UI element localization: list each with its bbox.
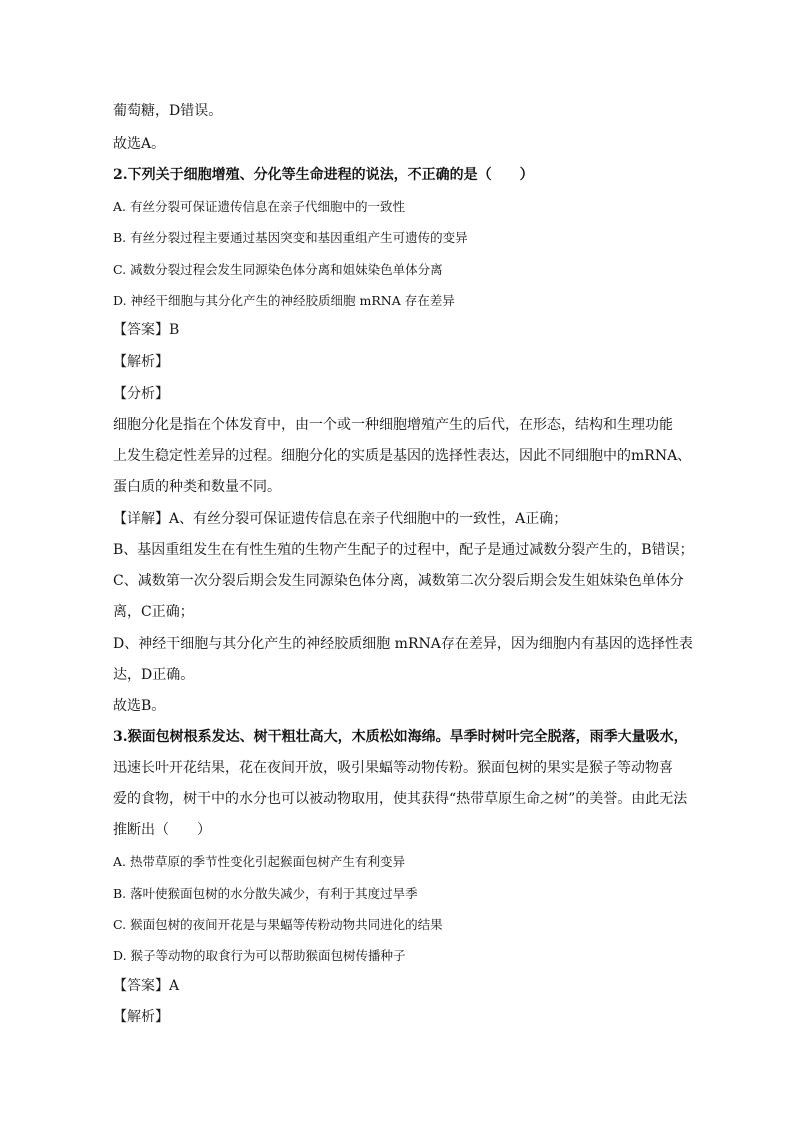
analysis-label: 【解析】 xyxy=(113,354,169,370)
option-d: D. 神经干细胞与其分化产生的神经胶质细胞 mRNA 存在差异 xyxy=(113,293,455,308)
option-b: B. 有丝分裂过程主要通过基因突变和基因重组产生可遗传的变异 xyxy=(113,230,468,245)
option-d: D. 猴子等动物的取食行为可以帮助猴面包树传播种子 xyxy=(113,948,406,963)
text-line: 故选A。 xyxy=(113,136,166,152)
text-line: 故选B。 xyxy=(113,698,166,714)
text-line: 【详解】A、有丝分裂可保证遗传信息在亲子代细胞中的一致性，A正确； xyxy=(113,511,568,527)
option-a: A. 有丝分裂可保证遗传信息在亲子代细胞中的一致性 xyxy=(113,199,405,214)
analysis-label: 【解析】 xyxy=(113,1009,169,1025)
text-line: 细胞分化是指在个体发育中，由一个或一种细胞增殖产生的后代，在形态，结构和生理功能 xyxy=(113,417,673,433)
answer-label: 【答案】A xyxy=(113,978,180,994)
text-line: 葡萄糖，D错误。 xyxy=(113,103,223,119)
answer-label: 【答案】B xyxy=(113,322,180,338)
text-line: 蛋白质的种类和数量不同。 xyxy=(113,479,281,495)
option-c: C. 减数分裂过程会发生同源染色体分离和姐妹染色单体分离 xyxy=(113,262,443,277)
option-a: A. 热带草原的季节性变化引起猴面包树产生有利变异 xyxy=(113,854,405,869)
text-line: B、基因重组发生在有性生殖的生物产生配子的过程中，配子是通过减数分裂产生的，B错误； xyxy=(113,542,694,558)
text-line: 离，C正确； xyxy=(113,604,194,620)
text-line: 推断出（ ） xyxy=(113,822,211,838)
text-line: 达，D正确。 xyxy=(113,667,195,683)
option-b: B. 落叶使猴面包树的水分散失减少，有利于其度过旱季 xyxy=(113,886,418,901)
text-line: 迅速长叶开花结果，花在夜间开放，吸引果蝠等动物传粉。猴面包树的果实是猴子等动物喜 xyxy=(113,760,673,776)
text-line: C、减数第一次分裂后期会发生同源染色体分离，减数第二次分裂后期会发生姐妹染色单体分 xyxy=(113,573,684,589)
question-2-stem: 2.下列关于细胞增殖、分化等生命进程的说法，不正确的是（ ） xyxy=(113,167,534,183)
section-label: 【分析】 xyxy=(113,386,169,402)
option-c: C. 猴面包树的夜间开花是与果蝠等传粉动物共同进化的结果 xyxy=(113,917,443,932)
text-line: 爱的食物，树干中的水分也可以被动物取用，使其获得“热带草原生命之树”的美誉。由此无法 xyxy=(113,791,688,807)
question-3-stem: 3.猴面包树根系发达、树干粗壮高大，木质松如海绵。旱季时树叶完全脱落，雨季大量吸水， xyxy=(113,729,688,745)
text-line: D、神经干细胞与其分化产生的神经胶质细胞 mRNA存在差异，因为细胞内有基因的选择性表 xyxy=(113,636,693,652)
text-line: 上发生稳定性差异的过程。细胞分化的实质是基因的选择性表达，因此不同细胞中的mRNA、 xyxy=(113,448,692,464)
